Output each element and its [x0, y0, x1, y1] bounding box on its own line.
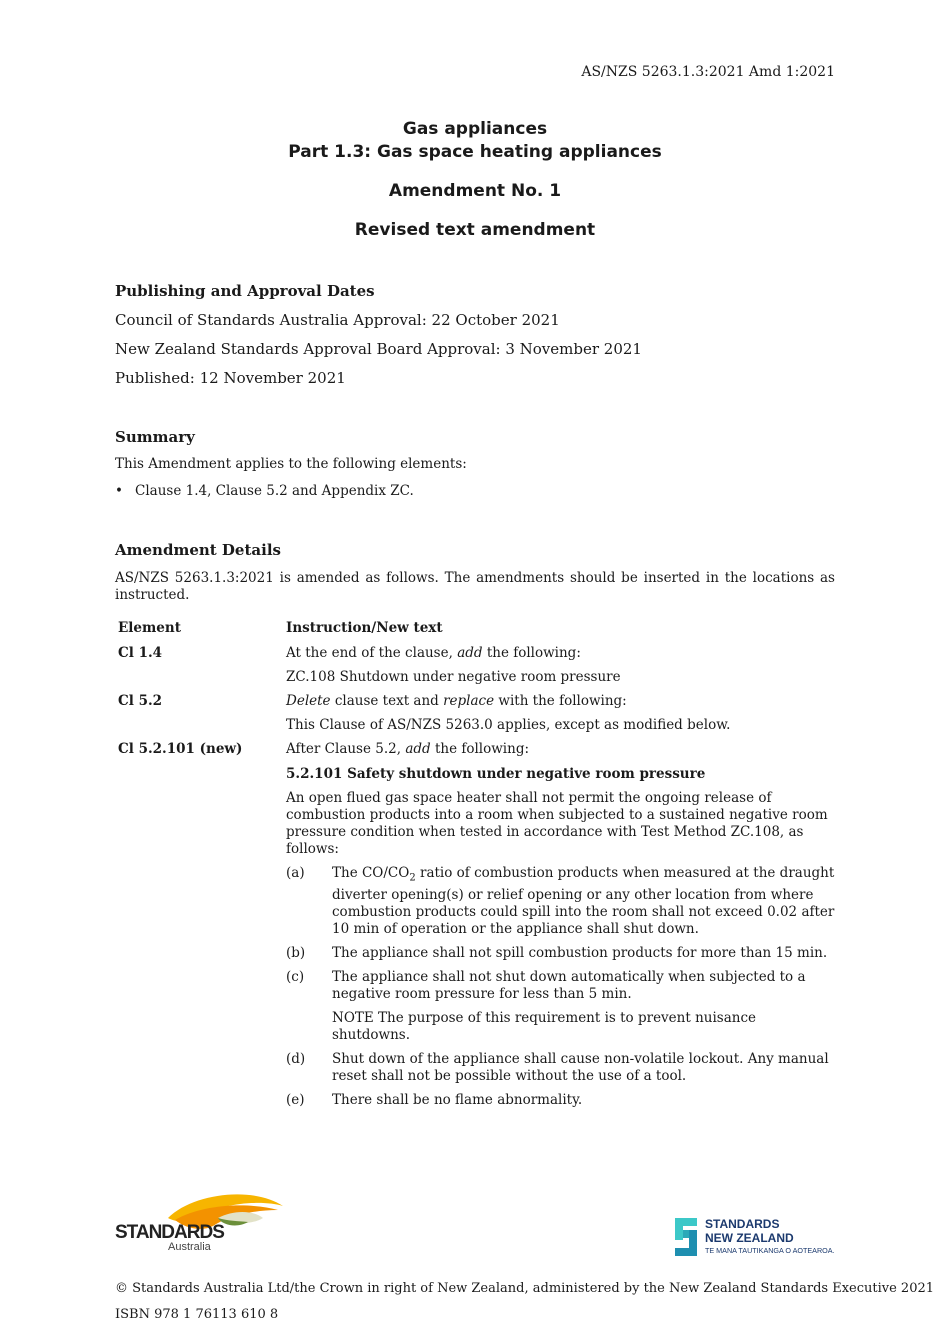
standards-australia-logo: [113, 1188, 288, 1253]
amendment-number: Amendment No. 1: [388, 181, 562, 201]
list-label-e: (e): [286, 1091, 305, 1108]
instruction-cl14: [286, 645, 835, 693]
amendment-type: Revised text amendment: [354, 220, 596, 240]
standards-new-zealand-logo: [675, 1216, 845, 1261]
snz-logo-line1: STANDARDS: [705, 1217, 780, 1231]
details-heading: Amendment Details: [115, 541, 281, 559]
list-item-d: [286, 1051, 835, 1085]
cl14-new-text: ZC.108 Shutdown under negative room pressure: [286, 669, 621, 685]
list-item-e: [286, 1092, 835, 1109]
clause-body: An open flued gas space heater shall not permit the ongoing release of combustion products into a room when subjected to a sustained negative room pressure condition when tested in accordance with Test Method ZC.108, as follows:: [286, 790, 828, 857]
sa-logo-sub: Australia: [168, 1241, 211, 1253]
element-cl14: Cl 1.4: [118, 645, 163, 661]
nz-board-approval: New Zealand Standards Approval Board Approval: 3 November 2021: [115, 340, 642, 358]
bullet-marker: •: [115, 483, 123, 499]
table-row-cl52: [118, 693, 835, 741]
note: [286, 1010, 835, 1044]
title-line-2: Part 1.3: Gas space heating appliances: [288, 142, 662, 162]
element-cl52101: Cl 5.2.101 (new): [118, 741, 243, 757]
cl52-instruction: Delete clause text and replace with the following:: [286, 693, 627, 709]
summary-bullet: [115, 483, 414, 499]
cl14-instruction: At the end of the clause, add the following:: [286, 645, 581, 661]
summary-bullet-text: Clause 1.4, Clause 5.2 and Appendix ZC.: [135, 483, 414, 499]
list-label-b: (b): [286, 944, 306, 961]
list-text-e: There shall be no flame abnormality.: [332, 1091, 583, 1108]
document-id: AS/NZS 5263.1.3:2021 Amd 1:2021: [581, 64, 835, 80]
amendment-table: [118, 620, 835, 1109]
list-label-d: (d): [286, 1050, 306, 1067]
title-block: [0, 118, 950, 242]
list-text-b: The appliance shall not spill combustion products for more than 15 min.: [332, 944, 828, 961]
title-line-1: Gas appliances: [402, 119, 548, 139]
summary-intro: This Amendment applies to the following elements:: [115, 456, 467, 472]
list-item-b: [286, 945, 835, 962]
list-label-a: (a): [286, 865, 305, 881]
summary-heading: Summary: [115, 428, 195, 446]
details-intro: AS/NZS 5263.1.3:2021 is amended as follows. The amendments should be inserted in the locations as instructed.: [115, 570, 835, 603]
cl52-new-text: This Clause of AS/NZS 5263.0 applies, except as modified below.: [286, 717, 731, 733]
table-header-row: [118, 620, 835, 645]
isbn: ISBN 978 1 76113 610 8: [115, 1307, 279, 1322]
note-text: NOTE The purpose of this requirement is to prevent nuisance shutdowns.: [332, 1009, 757, 1043]
published-date: Published: 12 November 2021: [115, 369, 346, 387]
list-item-a: [286, 865, 835, 938]
element-cl52: Cl 5.2: [118, 693, 163, 709]
clause-title: 5.2.101 Safety shutdown under negative room pressure: [286, 766, 706, 782]
list-text-c: The appliance shall not shut down automatically when subjected to a negative room pressure for less than 5 min.: [332, 968, 806, 1002]
publishing-heading: Publishing and Approval Dates: [115, 282, 375, 300]
council-approval: Council of Standards Australia Approval: 22 October 2021: [115, 311, 560, 329]
list-label-c: (c): [286, 968, 305, 985]
list-text-d: Shut down of the appliance shall cause non-volatile lockout. Any manual reset shall not be possible without the use of a tool.: [332, 1050, 829, 1084]
list-item-c: [286, 969, 835, 1003]
table-row-cl52101: [118, 741, 835, 1109]
instruction-cl52101: [286, 741, 835, 1109]
snz-logo-tagline: TE MANA TAUTIKANGA O AOTEAROA.: [705, 1246, 835, 1255]
instruction-cl52: [286, 693, 835, 741]
list-text-a: The $CO/CO_2$ ratio of combustion products when measured at the draught diverter opening(s) or relief opening or any other location from where combustion products could spill into the room shall not exceed 0.02 after 10 min of operation or the appliance shall shut down.: [332, 865, 835, 937]
col-element-header: Element: [118, 620, 181, 636]
col-instruction-header: Instruction/New text: [286, 620, 443, 636]
cl52101-instruction: After Clause 5.2, add the following:: [286, 741, 530, 757]
sa-logo-word: STANDARDS: [115, 1222, 224, 1243]
table-row-cl14: [118, 645, 835, 693]
snz-logo-line2: NEW ZEALAND: [705, 1231, 794, 1245]
copyright: © Standards Australia Ltd/the Crown in right of New Zealand, administered by the New Zealand Standards Executive 2021: [115, 1281, 935, 1296]
